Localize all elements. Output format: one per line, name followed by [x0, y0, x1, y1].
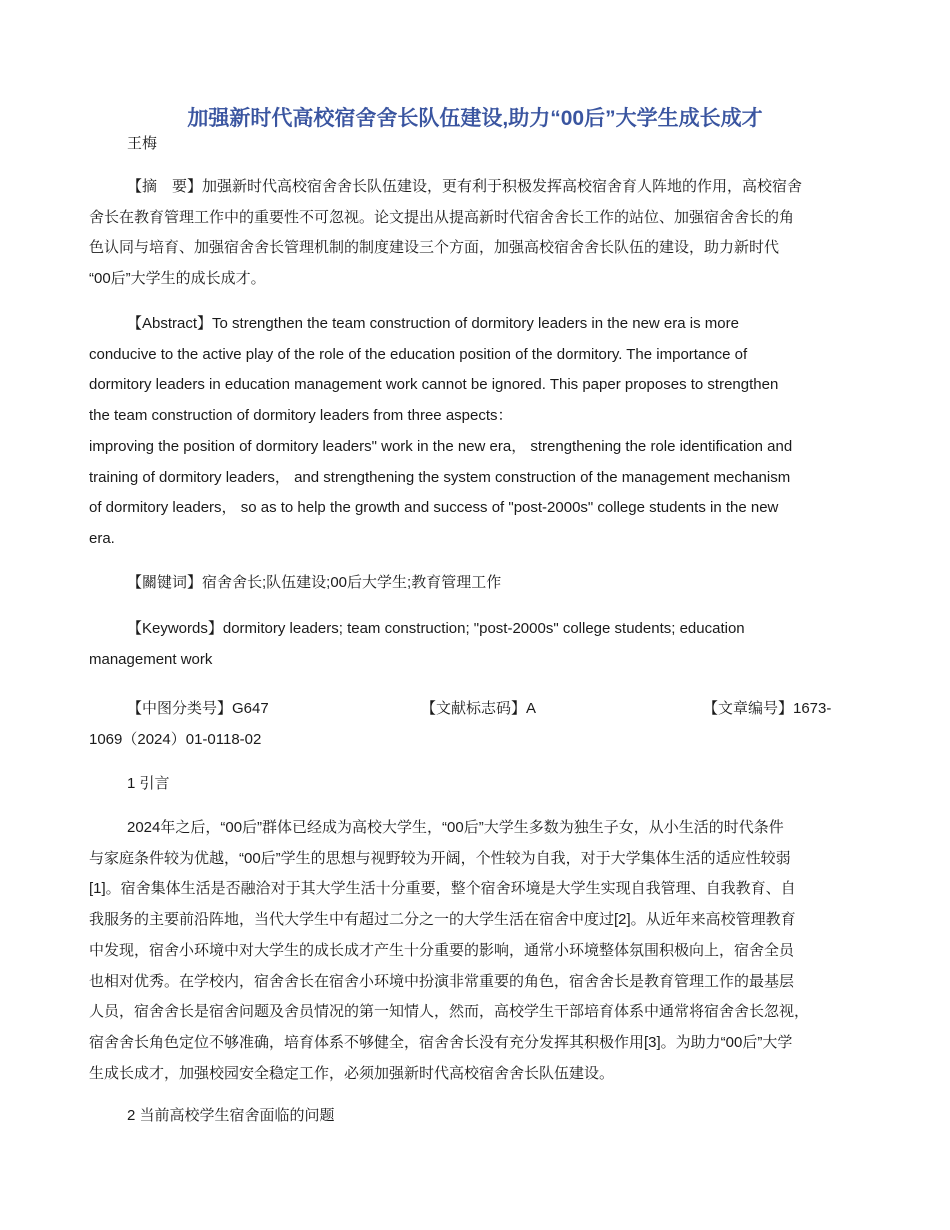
article-number-continued: 1069（2024）01-0118-02: [89, 730, 262, 748]
keywords-en-line: 【Keywords】dormitory leaders; team construction; "post-2000s" college students; education: [127, 620, 745, 637]
abstract-en: [89, 309, 855, 555]
abstract-cn: [89, 172, 855, 295]
keywords-cn-text: 【關键词】宿舍舍长;队伍建设;00后大学生;教育管理工作: [127, 574, 502, 591]
abstract-en-line: the team construction of dormitory leaders from three aspects：: [89, 407, 513, 425]
section-heading-problems: 2 当前高校学生宿舍面临的问题: [127, 1107, 335, 1124]
abstract-en-line: era.: [89, 529, 115, 547]
abstract-en-line: conducive to the active play of the role of the education position of the dormitory. The importance of: [89, 345, 748, 363]
clc-number: 【中图分类号】G647: [127, 700, 269, 717]
abstract-en-line: improving the position of dormitory leaders" work in the new era， strengthening the role identification and: [89, 437, 793, 455]
author-name: 王梅: [127, 135, 158, 152]
keywords-en-line: management work: [89, 650, 213, 668]
body-line: 与家庭条件较为优越，“00后”学生的思想与视野较为开阔，个性较为自我，对于大学集体生活的适应性较弱: [89, 849, 791, 867]
body-line: [1]。宿舍集体生活是否融洽对于其大学生活十分重要，整个宿舍环境是大学生实现自我管理、自我教育、自: [89, 880, 796, 898]
article-number: 【文章编号】1673-: [703, 700, 832, 717]
document-code: 【文献标志码】A: [421, 700, 537, 717]
body-line: 2024年之后，“00后”群体已经成为高校大学生，“00后”大学生多数为独生子女，从小生活的时代条件: [127, 819, 784, 836]
abstract-en-line: of dormitory leaders， so as to help the growth and success of "post-2000s" college students in the new: [89, 499, 779, 517]
abstract-en-line: dormitory leaders in education management work cannot be ignored. This paper proposes to strengthen: [89, 376, 779, 394]
abstract-cn-line: “00后”大学生的成长成才。: [89, 270, 266, 288]
abstract-en-line: 【Abstract】To strengthen the team construction of dormitory leaders in the new era is more: [127, 315, 739, 332]
abstract-cn-line: 【摘 要】加强新时代高校宿舍舍长队伍建设，更有利于积极发挥高校宿舍育人阵地的作用，高校宿舍: [127, 178, 803, 195]
abstract-cn-line: 舍长在教育管理工作中的重要性不可忽视。论文提出从提高新时代宿舍舍长工作的站位、加强宿舍舍长的角: [89, 208, 795, 226]
body-line: 宿舍舍长角色定位不够准确，培育体系不够健全，宿舍舍长没有充分发挥其积极作用[3]。为助力“00后”大学: [89, 1033, 793, 1051]
body-line: 中发现，宿舍小环境中对大学生的成长成才产生十分重要的影响，通常小环境整体氛围积极向上，宿舍全员: [89, 941, 795, 959]
body-line: 人员，宿舍舍长是宿舍问题及舍员情况的第一知情人，然而，高校学生干部培育体系中通常将宿舍舍长忽视，: [89, 1003, 810, 1021]
body-line: 我服务的主要前沿阵地，当代大学生中有超过二分之一的大学生活在宿舍中度过[2]。从近年来高校管理教育: [89, 911, 796, 929]
section-intro-body: [89, 813, 855, 1089]
keywords-en: [89, 614, 855, 675]
keywords-cn: [89, 568, 855, 599]
abstract-cn-line: 色认同与培育、加强宿舍舍长管理机制的制度建设三个方面，加强高校宿舍舍长队伍的建设，助力新时代: [89, 239, 780, 257]
body-line: 也相对优秀。在学校内，宿舍舍长在宿舍小环境中扮演非常重要的角色，宿舍舍长是教育管理工作的最基层: [89, 972, 795, 990]
body-line: 生成长成才，加强校园安全稳定工作，必须加强新时代高校宿舍舍长队伍建设。: [89, 1064, 615, 1082]
section-heading-intro: 1 引言: [127, 775, 170, 792]
abstract-en-line: training of dormitory leaders， and strengthening the system construction of the management mechanism: [89, 468, 791, 486]
article-title: 加强新时代高校宿舍舍长队伍建设,助力“00后”大学生成长成才: [187, 107, 763, 130]
